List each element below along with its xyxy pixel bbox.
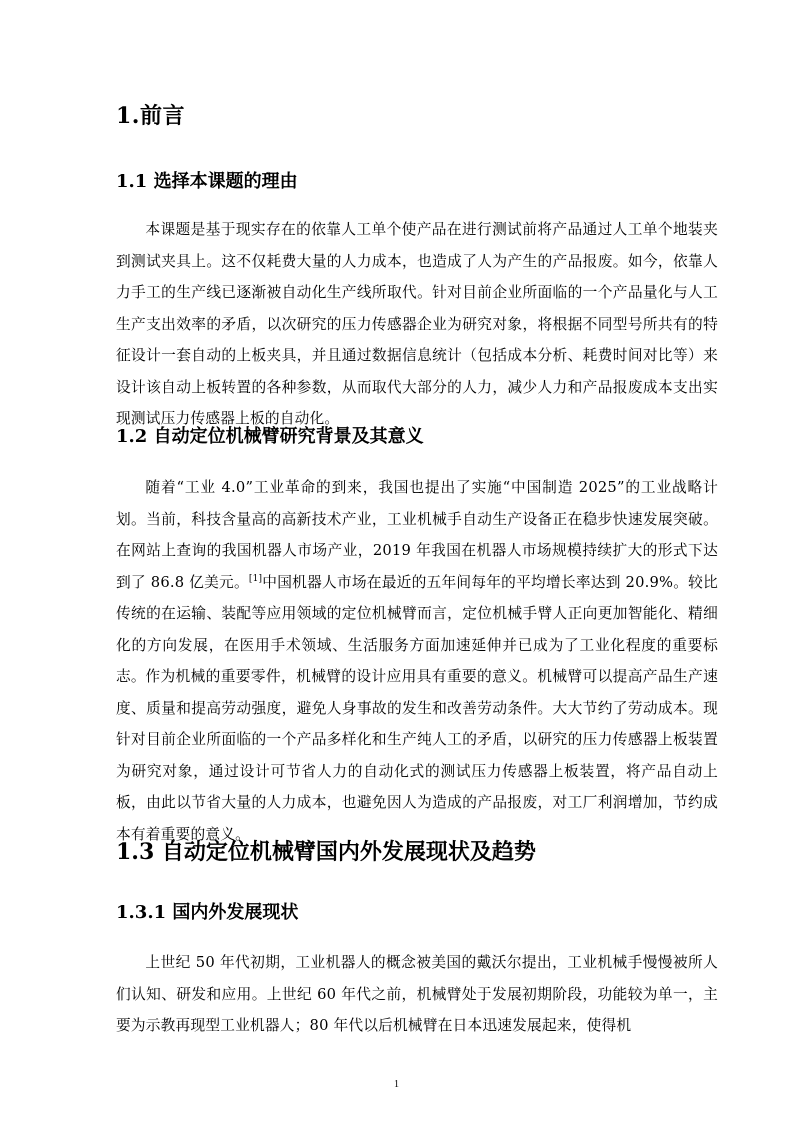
section-1-2-paragraph-1-part-a: 随着“工业 4.0”工业革命的到来，我国也提出了实施“中国制造 2025”的工业战略计划。当前，科技含量高的高新技术产业，工业机械手自动生产设备正在稳步快速发展突破。在网站上查询的我国机器人市场产业，2019 年我国在机器人市场规模持续扩大的形式下达到了 86.8 亿美元。 xyxy=(116,479,718,591)
section-1-2-title: 1.2 自动定位机械臂研究背景及其意义 xyxy=(116,426,424,447)
section-1-3-1-title: 1.3.1 国内外发展现状 xyxy=(116,902,299,923)
citation-reference: [1] xyxy=(248,573,263,584)
section-1-1-title: 1.1 选择本课题的理由 xyxy=(116,171,298,192)
page-number: 1 xyxy=(394,1079,399,1090)
section-1-3-1-paragraph: 上世纪 50 年代初期，工业机器人的概念被美国的戴沃尔提出，工业机械手慢慢被所人们认知、研发和应用。上世纪 60 年代之前，机械臂处于发展初期阶段，功能较为单一，主要为示教再现型工业机器人；80 年代以后机械臂在日本迅速发展起来，使得机 xyxy=(116,954,718,1034)
section-1-2-paragraph-1-part-b: 中国机器人市场在最近的五年间每年的平均增长率达到 20.9%。较比传统的在运输、装配等应用领域的定位机械臂而言，定位机械手臂人正向更加智能化、精细化的方向发展，在医用手术领域、生活服务方面加速延伸并已成为了工业化程度的重要标志。 xyxy=(116,573,718,685)
section-1-1-paragraph: 本课题是基于现实存在的依靠人工单个使产品在进行测试前将产品通过人工单个地装夹到测试夹具上。这不仅耗费大量的人力成本，也造成了人为产生的产品报废。如今，依靠人力手工的生产线已逐渐被自动化生产线所取代。针对目前企业所面临的一个产品量化与人工生产支出效率的矛盾，以次研究的压力传感器企业为研究对象，将根据不同型号所共有的特征设计一套自动的上板夹具，并且通过数据信息统计（包括成本分析、耗费时间对比等）来设计该自动上板转置的各种参数，从而取代大部分的人力，减少人力和产品报废成本支出实现测试压力传感器上板的自动化。 xyxy=(116,221,718,427)
section-1-2-paragraph-1 xyxy=(116,472,718,693)
section-1-3-title: 1.3 自动定位机械臂国内外发展现状及趋势 xyxy=(116,839,536,865)
chapter-heading: 1.前言 xyxy=(116,103,185,129)
section-1-2-paragraph-2: 作为机械的重要零件，机械臂的设计应用具有重要的意义。机械臂可以提高产品生产速度、质量和提高劳动强度，避免人身事故的发生和改善劳动条件。大大节约了劳动成本。现针对目前企业所面临的一个产品多样化和生产纯人工的矛盾，以研究的压力传感器上板装置为研究对象，通过设计可节省人力的自动化式的测试压力传感器上板装置，将产品自动上板，由此以节省大量的人力成本，也避免因人为造成的产品报废，对工厂利润增加，节约成本有着重要的意义。 xyxy=(116,668,718,843)
